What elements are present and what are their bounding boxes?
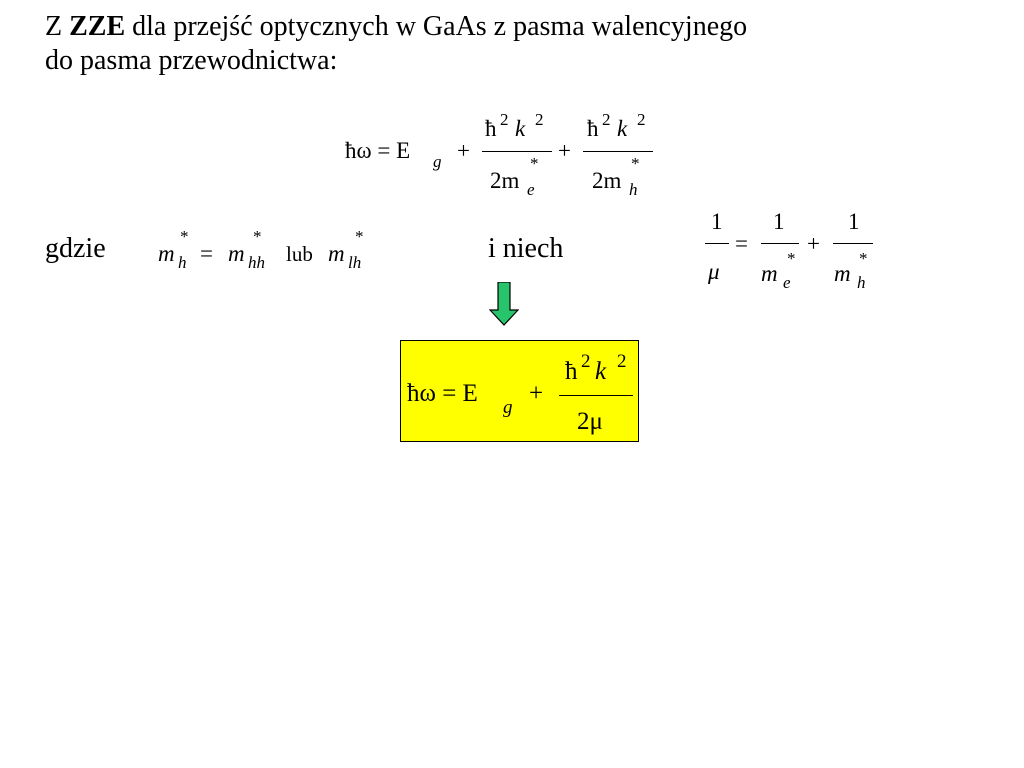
result-exp2: 2 xyxy=(617,351,627,372)
intro-prefix: Z xyxy=(45,11,70,42)
intro-acronym: ZZE xyxy=(69,11,126,42)
eq1-f1-sub-e: e xyxy=(527,180,535,199)
niech-m-e: m xyxy=(761,261,778,286)
result-den: 2μ xyxy=(577,408,603,435)
niech-sub-e: e xyxy=(783,273,791,292)
gdzie-star2: * xyxy=(253,227,262,246)
niech-plus: + xyxy=(807,231,820,256)
gdzie-star1: * xyxy=(180,227,189,246)
niech-label: i niech xyxy=(488,233,564,264)
result-exp1: 2 xyxy=(581,351,591,372)
niech-mu: μ xyxy=(708,259,720,284)
niech-one-3: 1 xyxy=(848,209,860,234)
niech-star-e: * xyxy=(787,249,796,268)
result-equation xyxy=(407,349,637,439)
result-lhs: ħω = E xyxy=(407,380,478,407)
result-k: k xyxy=(595,358,607,385)
niech-m-h: m xyxy=(834,261,851,286)
eq1-f2-k: k xyxy=(617,116,628,141)
eq1-f1-k: k xyxy=(515,116,526,141)
result-sub-g: g xyxy=(503,397,513,418)
eq1-f2-sub-h: h xyxy=(629,180,638,199)
eq1-f2-hbar: ħ xyxy=(587,116,599,141)
niech-line-3 xyxy=(833,243,873,244)
niech-sub-h: h xyxy=(857,273,866,292)
gdzie-star3: * xyxy=(355,227,364,246)
effective-mass-definition xyxy=(158,225,388,275)
eq1-f1-exp2: 2 xyxy=(535,110,544,129)
eq1-f1-line xyxy=(482,151,552,152)
result-plus: + xyxy=(529,380,544,407)
eq1-f2-exp2: 2 xyxy=(637,110,646,129)
niech-one-1: 1 xyxy=(711,209,723,234)
eq1-f1-star: * xyxy=(530,154,539,173)
gdzie-eq: = xyxy=(200,241,213,266)
eq1-f2-line xyxy=(583,151,653,152)
gdzie-m3: m xyxy=(328,241,345,266)
gdzie-sub-h: h xyxy=(178,253,187,272)
result-line xyxy=(559,395,633,396)
eq1-plus-1: + xyxy=(457,138,470,163)
intro-rest: dla przejść optycznych w GaAs z pasma walencyjnego xyxy=(125,11,748,42)
gdzie-sub-lh: lh xyxy=(348,253,362,272)
gdzie-m1: m xyxy=(158,241,175,266)
equation-dispersion xyxy=(345,110,665,200)
niech-line-1 xyxy=(705,243,729,244)
niech-one-2: 1 xyxy=(773,209,785,234)
eq1-sub-g: g xyxy=(433,152,442,171)
gdzie-lub: lub xyxy=(286,242,313,266)
niech-line-2 xyxy=(761,243,799,244)
gdzie-label: gdzie xyxy=(45,233,106,264)
eq1-lhs: ħω = E xyxy=(345,138,411,163)
reduced-mass-definition xyxy=(703,205,883,295)
result-box xyxy=(400,340,639,442)
eq1-f1-hbar: ħ xyxy=(485,116,497,141)
down-arrow-icon xyxy=(489,282,519,326)
gdzie-m2: m xyxy=(228,241,245,266)
eq1-f2-star: * xyxy=(631,154,640,173)
intro-line2: do pasma przewodnictwa: xyxy=(45,45,338,76)
niech-star-h: * xyxy=(859,249,868,268)
eq1-plus-2: + xyxy=(558,138,571,163)
eq1-f1-exp1: 2 xyxy=(500,110,509,129)
eq1-f2-exp1: 2 xyxy=(602,110,611,129)
result-hbar: ħ xyxy=(565,358,578,385)
eq1-f2-den: 2m xyxy=(592,168,622,193)
niech-eq: = xyxy=(735,231,748,256)
intro-text xyxy=(45,10,945,78)
gdzie-sub-hh: hh xyxy=(248,253,265,272)
eq1-f1-den: 2m xyxy=(490,168,520,193)
